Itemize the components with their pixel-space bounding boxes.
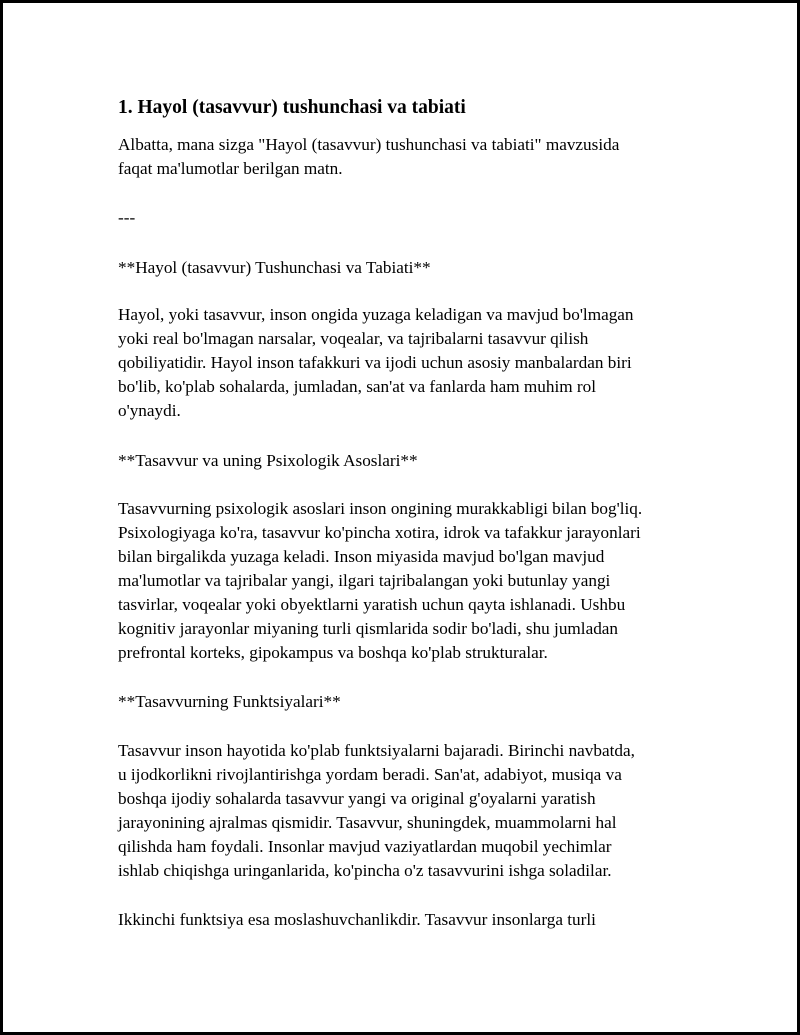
text-line: boshqa ijodiy sohalarda tasavvur yangi va original g'oyalarni yaratish: [118, 789, 596, 808]
intro-paragraph: [118, 133, 619, 181]
section-title-1: **Hayol (tasavvur) Tushunchasi va Tabiati**: [118, 258, 431, 277]
text-line: bo'lib, ko'plab sohalarda, jumladan, san'at va fanlarda ham muhim rol: [118, 377, 596, 396]
text-line: Tasavvurning psixologik asoslari inson ongining murakkabligi bilan bog'liq.: [118, 499, 643, 518]
text-line: Tasavvur inson hayotida ko'plab funktsiyalarni bajaradi. Birinchi navbatda,: [118, 741, 635, 760]
paragraph-4: [118, 908, 596, 932]
text-line: yoki real bo'lmagan narsalar, voqealar, va tajribalarni tasavvur qilish: [118, 329, 589, 348]
text-line: tasvirlar, voqealar yoki obyektlarni yaratish uchun qayta ishlanadi. Ushbu: [118, 595, 626, 614]
separator: ---: [118, 208, 136, 227]
text-line: Psixologiyaga ko'ra, tasavvur ko'pincha xotira, idrok va tafakkur jarayonlari: [118, 523, 641, 542]
paragraph-1: [118, 303, 634, 423]
section-title-3: **Tasavvurning Funktsiyalari**: [118, 692, 341, 711]
text-line: ishlab chiqishga uringanlarida, ko'pincha o'z tasavvurini ishga soladilar.: [118, 861, 612, 880]
text-line: qobiliyatidir. Hayol inson tafakkuri va ijodi uchun asosiy manbalardan biri: [118, 353, 632, 372]
text-line: o'ynaydi.: [118, 401, 181, 420]
paragraph-3: [118, 739, 635, 883]
text-line: bilan birgalikda yuzaga keladi. Inson miyasida mavjud bo'lgan mavjud: [118, 547, 605, 566]
section-heading: 1. Hayol (tasavvur) tushunchasi va tabiati: [118, 97, 466, 118]
text-line: Ikkinchi funktsiya esa moslashuvchanlikdir. Tasavvur insonlarga turli: [118, 910, 596, 929]
text-line: Hayol, yoki tasavvur, inson ongida yuzaga keladigan va mavjud bo'lmagan: [118, 305, 634, 324]
section-title-2: **Tasavvur va uning Psixologik Asoslari**: [118, 451, 418, 470]
text-line: Albatta, mana sizga "Hayol (tasavvur) tushunchasi va tabiati" mavzusida: [118, 135, 620, 154]
text-line: kognitiv jarayonlar miyaning turli qismlarida sodir bo'ladi, shu jumladan: [118, 619, 619, 638]
text-line: u ijodkorlikni rivojlantirishga yordam beradi. San'at, adabiyot, musiqa va: [118, 765, 622, 784]
text-line: ma'lumotlar va tajribalar yangi, ilgari tajribalangan yoki butunlay yangi: [118, 571, 611, 590]
text-line: prefrontal korteks, gipokampus va boshqa ko'plab strukturalar.: [118, 643, 548, 662]
text-line: qilishda ham foydali. Insonlar mavjud vaziyatlardan muqobil yechimlar: [118, 837, 612, 856]
paragraph-2: [118, 497, 642, 665]
text-line: jarayonining ajralmas qismidir. Tasavvur, shuningdek, muammolarni hal: [118, 813, 617, 832]
text-line: faqat ma'lumotlar berilgan matn.: [118, 159, 343, 178]
